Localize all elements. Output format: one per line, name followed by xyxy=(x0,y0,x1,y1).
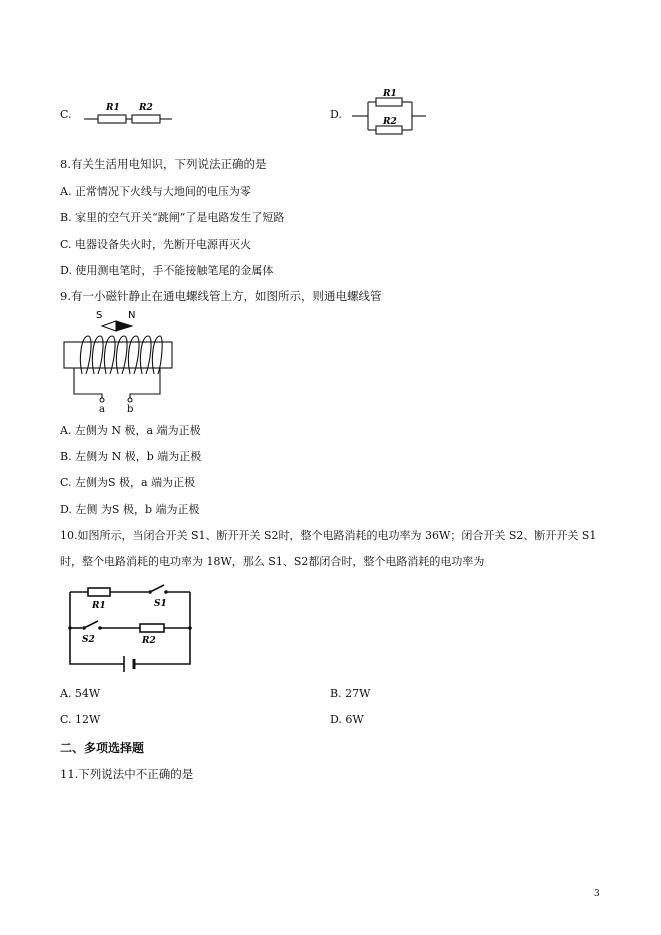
series-r1-label: R1 xyxy=(106,103,120,113)
parallel-r1-label: R1 xyxy=(383,89,397,99)
parallel-r2-label: R2 xyxy=(383,117,397,127)
needle-s-label: S xyxy=(96,310,103,321)
q9-option-a: A. 左侧为 N 极，a 端为正极 xyxy=(60,424,201,437)
page-number: 3 xyxy=(594,889,600,899)
q10-option-d: D. 6W xyxy=(330,713,364,726)
needle-left-half xyxy=(102,321,116,331)
solenoid-diagram xyxy=(60,306,190,416)
q8-option-d: D. 使用测电笔时，手不能接触笔尾的金属体 xyxy=(60,264,274,277)
q11-stem: 11.下列说法中不正确的是 xyxy=(60,767,194,781)
option-c-label: C. xyxy=(60,108,72,121)
terminal-b-label: b xyxy=(127,404,134,415)
terminal-a-label: a xyxy=(99,404,105,415)
parallel-resistor-diagram xyxy=(352,86,432,134)
q10-stem-line1: 10.如图所示，当闭合开关 S1、断开开关 S2时，整个电路消耗的电功率为 36W；闭合开关 S2、断开开关 S1 xyxy=(60,529,597,542)
q10-option-a: A. 54W xyxy=(60,687,101,700)
q9-stem: 9.有一小磁针静止在通电螺线管上方，如图所示，则通电螺线管 xyxy=(60,289,382,303)
q10-stem-line2: 时，整个电路消耗的电功率为 18W，那么 S1、S2都闭合时，整个电路消耗的电功率为 xyxy=(60,555,485,568)
circuit-diagram xyxy=(60,580,200,670)
q8-stem: 8.有关生活用电知识，下列说法正确的是 xyxy=(60,157,267,171)
q8-option-c: C. 电器设备失火时，先断开电源再灭火 xyxy=(60,238,252,251)
needle-right-half xyxy=(116,321,132,331)
series-resistor-diagram xyxy=(84,96,174,128)
q9-option-d: D. 左侧 为S 极，b 端为正极 xyxy=(60,503,200,516)
section-title: 二、多项选择题 xyxy=(60,741,145,755)
q9-option-b: B. 左侧为 N 极，b 端为正极 xyxy=(60,450,202,463)
circuit-s2-label: S2 xyxy=(82,635,95,645)
circuit-r2-label: R2 xyxy=(142,636,156,646)
q10-option-b: B. 27W xyxy=(330,687,371,700)
q8-option-b: B. 家里的空气开关“跳闸”了是电路发生了短路 xyxy=(60,211,285,224)
series-r2-label: R2 xyxy=(139,103,153,113)
circuit-r1-label: R1 xyxy=(92,601,106,611)
q9-option-c: C. 左侧为S 极，a 端为正极 xyxy=(60,476,196,489)
option-d-label: D. xyxy=(330,108,342,121)
q10-option-c: C. 12W xyxy=(60,713,101,726)
q8-option-a: A. 正常情况下火线与大地间的电压为零 xyxy=(60,185,251,198)
needle-n-label: N xyxy=(128,310,136,321)
circuit-s1-label: S1 xyxy=(154,599,167,609)
